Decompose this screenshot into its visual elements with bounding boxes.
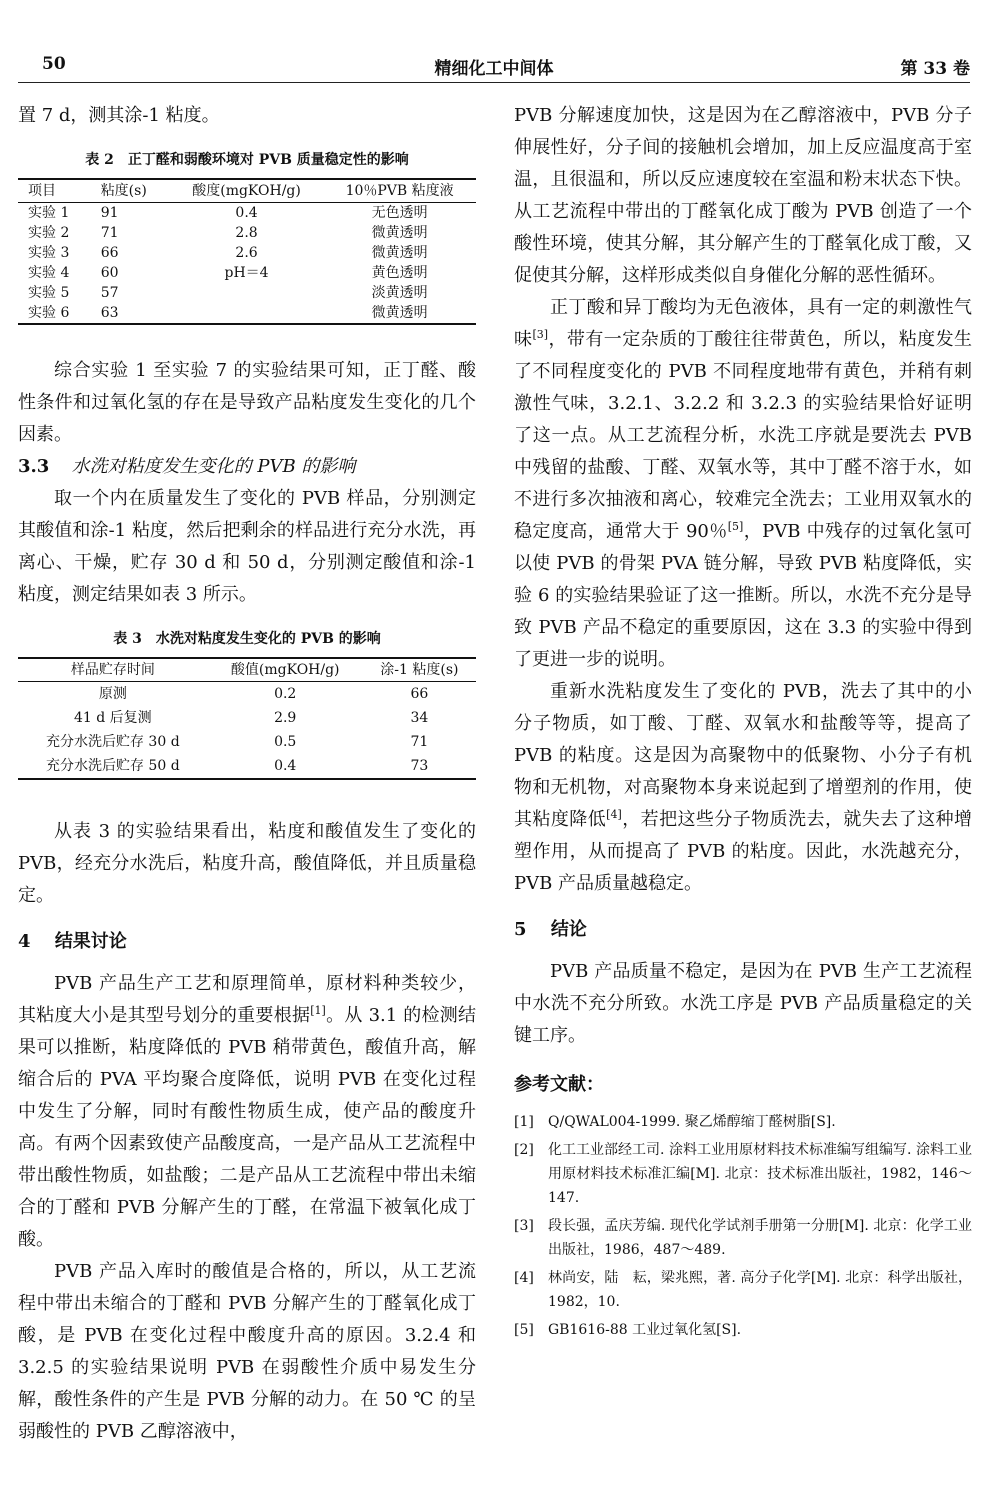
section-number: 4 [18,931,31,952]
paragraph: 综合实验 1 至实验 7 的实验结果可知，正丁醛、酸性条件和过氧化氢的存在是导致产品粘度发生变化的几个因素。 [18,360,476,445]
paragraph: 置 7 d，测其涂-1 粘度。 [18,105,220,126]
table-cell: pH＝4 [224,265,269,281]
table-row [18,203,476,224]
table-2 [18,178,476,325]
table-header-cell: 粘度(s) [91,179,170,203]
text-run: PVB 产品生产工艺和原理简单，原材料种类较少，其粘度大小是其型号划分的重要根据 [18,973,476,1026]
table-cell: 黄色透明 [371,265,428,281]
reference-number: [1] [514,1114,534,1130]
text-run: 。从 3.1 的检测结果可以推断，粘度降低的 PVB 稍带黄色，酸值升高，解缩合后的 PVA 平均聚合度降低，说明 PVB 在变化过程中发生了分解，同时有酸性物质生成，使产品的酸度升高。有两个因素致使产品酸度高，一是产品从工艺流程中带出酸性物质，如盐酸；二是产品从工艺流程中带出未缩合的丁醛和 PVB 分解产生的丁醛，在常温下被氧化成丁酸。 [18,1005,476,1250]
page-number: 50 [42,54,66,74]
table-cell: 实验 2 [28,225,70,241]
section-title: 水洗对粘度发生变化的 PVB 的影响 [71,456,356,477]
table-cell: 66 [100,245,119,261]
table-header-row [18,179,476,203]
paragraph: PVB 产品入库时的酸值是合格的，所以，从工艺流程中带出未缩合的丁醛和 PVB 分解产生的丁醛氧化成丁酸，是 PVB 在变化过程中酸度升高的原因。3.2.4 和 3.2.5 的实验结果说明 PVB 在弱酸性介质中易发生分解，酸性条件的产生是 PVB 分解的动力。在 50 ℃ 的呈弱酸性的 PVB 乙醇溶液中， [18,1261,476,1442]
reference-item [514,1266,972,1314]
table-cell: 2.9 [274,710,297,726]
running-header [18,52,970,83]
table-row [18,682,476,707]
table-2-caption: 表 2 正丁醛和弱酸环境对 PVB 质量稳定性的影响 [85,152,409,168]
reference-text: 林尚安，陆 耘，梁兆熙，著. 高分子化学[M]. 北京：科学出版社，1982，10. [548,1270,972,1310]
table-cell: 实验 4 [28,265,70,281]
table-cell: 2.8 [235,225,258,241]
table-cell: 充分水洗后贮存 30 d [45,734,180,750]
table-cell: 73 [363,754,476,779]
table-row [18,263,476,283]
text-run: ，若把这些分子物质洗去，就失去了这种增塑作用，从而提高了 PVB 的粘度。因此，水洗越充分，PVB 产品质量越稳定。 [514,809,973,894]
citation: [5] [727,520,744,533]
table-cell: 2.6 [235,245,258,261]
table-cell: 63 [91,303,170,324]
paragraph: 从表 3 的实验结果看出，粘度和酸值发生了变化的 PVB，经充分水洗后，粘度升高，酸值降低，并且质量稳定。 [18,821,476,906]
reference-number: [2] [514,1142,534,1158]
table-cell: 0.4 [235,205,258,221]
table-row [18,243,476,263]
table-cell: 71 [100,225,119,241]
table-row [18,706,476,730]
table-cell: 微黄透明 [371,245,428,261]
table-cell [170,283,323,303]
table-cell: 淡黄透明 [371,285,428,301]
section-title: 结论 [550,919,587,940]
table-cell: 充分水洗后贮存 50 d [18,754,208,779]
table-cell: 66 [410,686,429,702]
reference-text: 化工工业部经工司. 涂料工业用原材料技术标准编写组编写. 涂料工业用原材料技术标准汇编[M]. 北京：技术标准出版社，1982，146～147. [548,1142,972,1206]
section-number: 3.3 [18,456,50,477]
table-header-cell: 项目 [18,179,91,203]
reference-text: 段长强，孟庆芳编. 现代化学试剂手册第一分册[M]. 北京：化学工业出版社，1986，487～489. [548,1218,972,1258]
table-3-caption: 表 3 水洗对粘度发生变化的 PVB 的影响 [113,631,381,647]
reference-number: [5] [514,1322,534,1338]
section-heading-5 [514,914,972,946]
table-cell [170,303,323,324]
table-header-cell: 样品贮存时间 [18,658,208,682]
reference-text: Q/QWAL004-1999. 聚乙烯醇缩丁醛树脂[S]. [548,1114,836,1130]
reference-number: [3] [514,1218,534,1234]
section-title: 结果讨论 [54,931,127,952]
table-row [18,754,476,779]
citation: [1] [310,1004,326,1017]
paragraph: PVB 分解速度加快，这是因为在乙醇溶液中，PVB 分子伸展性好，分子间的接触机会增加，加上反应温度高于室温，且很温和，所以反应速度较在室温和粉末状态下快。从工艺流程中带出的丁醛氧化成丁酸为 PVB 创造了一个酸性环境，使其分解，其分解产生的丁醛氧化成丁酸，又促使其分解，这样形成类似自身催化分解的恶性循环。 [514,105,972,286]
table-cell: 无色透明 [371,205,428,221]
section-heading-3-3 [18,451,476,483]
table-cell: 实验 5 [28,285,70,301]
reference-item [514,1214,972,1262]
paragraph [18,968,476,1256]
table-cell: 实验 3 [28,245,70,261]
text-run: 重新水洗粘度发生了变化的 PVB，洗去了其中的小分子物质，如丁酸、丁醛、双氧水和盐酸等等，提高了 PVB 的粘度。这是因为高聚物中的低聚物、小分子有机物和无机物，对高聚物本身来说起到了增塑剂的作用，使其粘度降低 [514,681,972,830]
table-header-cell: 酸度(mgKOH/g) [170,179,323,203]
reference-item [514,1138,972,1210]
text-run: ，PVB 中残存的过氧化氢可以使 PVB 的骨架 PVA 链分解，导致 PVB 粘度降低，实验 6 的实验结果验证了这一推断。所以，水洗不充分是导致 PVB 产品不稳定的重要原因，这在 3.3 的实验中得到了更进一步的说明。 [514,521,973,670]
text-run: 正丁酸和异丁酸均为无色液体，具有一定的刺激性气味 [514,297,972,350]
table-row [18,303,476,324]
table-cell: 0.5 [274,734,297,750]
table-cell: 60 [100,265,119,281]
table-cell: 微黄透明 [323,303,476,324]
table-cell: 34 [410,710,429,726]
paragraph [514,292,972,676]
table-cell: 实验 1 [28,205,70,221]
table-row [18,283,476,303]
paragraph: PVB 产品质量不稳定，是因为在 PVB 生产工艺流程中水洗不充分所致。水洗工序是 PVB 产品质量稳定的关键工序。 [514,961,972,1046]
left-column [18,100,476,1448]
reference-number: [4] [514,1270,534,1286]
journal-title: 精细化工中间体 [434,59,554,79]
text-run: ，带有一定杂质的丁酸往往带黄色，所以，粘度发生了不同程度变化的 PVB 不同程度地带有黄色，并稍有刺激性气味，3.2.1、3.2.2 和 3.2.3 的实验结果恰好证明了这一点。从工艺流程分析，水洗工序就是要洗去 PVB 中残留的盐酸、丁醛、双氧水等，其中丁醛不溶于水，如不进行多次抽液和离心，较难完全洗去；工业用双氧水的稳定度高，通常大于 90％ [514,329,973,542]
table-cell: 41 d 后复测 [73,710,152,726]
table-3 [18,657,476,780]
table-header-row [18,658,476,682]
paragraph [514,676,972,900]
table-row [18,223,476,243]
right-column [514,100,972,1346]
section-number: 5 [514,919,527,940]
reference-item [514,1110,972,1134]
section-heading-4 [18,926,476,958]
table-header-cell: 涂-1 粘度(s) [363,658,476,682]
paragraph: 取一个内在质量发生了变化的 PVB 样品，分别测定其酸值和涂-1 粘度，然后把剩余的样品进行充分水洗，再离心、干燥，贮存 30 d 和 50 d，分别测定酸值和涂-1 粘度，测定结果如表 3 所示。 [18,488,476,605]
table-cell: 0.2 [274,686,297,702]
references-heading: 参考文献： [514,1074,604,1095]
table-cell: 91 [100,205,119,221]
table-header-cell: 酸值(mgKOH/g) [208,658,363,682]
table-cell: 0.4 [208,754,363,779]
table-header-cell: 10％PVB 粘度液 [323,179,476,203]
table-cell: 实验 6 [18,303,91,324]
table-cell: 微黄透明 [371,225,428,241]
table-cell: 71 [410,734,429,750]
reference-item [514,1318,972,1342]
citation: [3] [532,328,549,341]
table-row [18,730,476,754]
volume-label: 第 33 卷 [900,59,970,79]
citation: [4] [606,808,622,821]
reference-text: GB1616-88 工业过氧化氢[S]. [548,1322,742,1338]
table-cell: 57 [100,285,119,301]
table-cell: 原测 [98,686,127,702]
